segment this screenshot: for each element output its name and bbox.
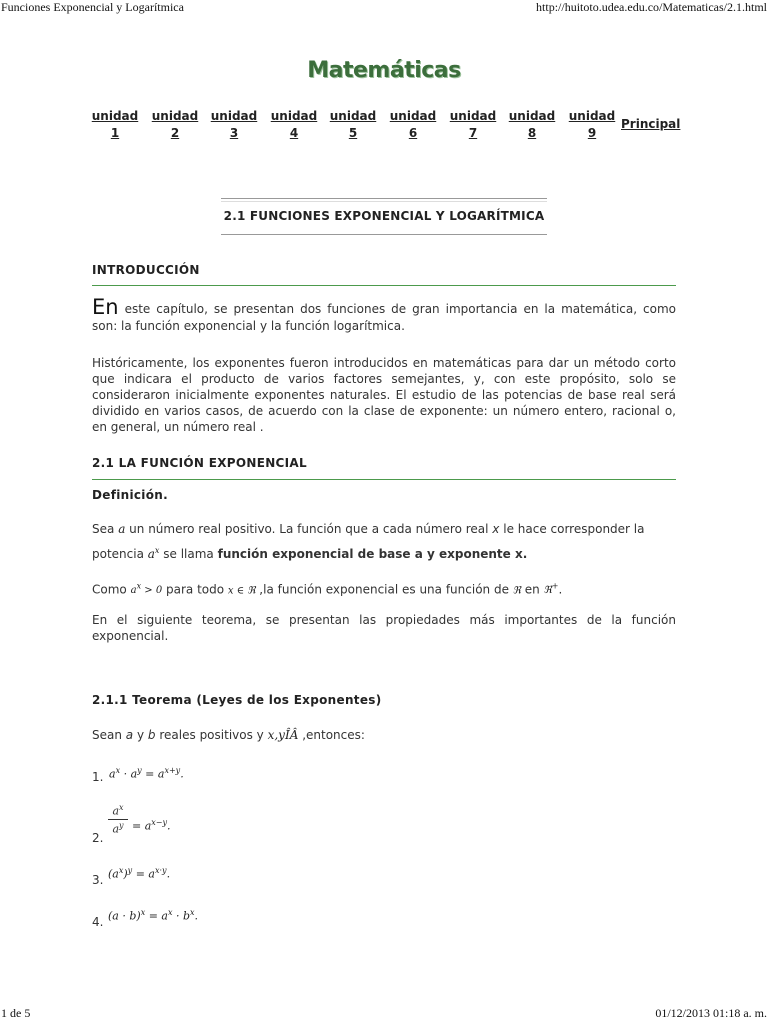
page-title: 2.1 FUNCIONES EXPONENCIAL Y LOGARÍTMICA: [223, 209, 545, 223]
law-3-number: 3.: [92, 873, 104, 887]
intro-p1-text: este capítulo, se presentan dos funciones de gran importancia en la matemática, como son: la función exponencial y la función logarítmica.: [92, 302, 676, 333]
print-datetime: 01/12/2013 01:18 a. m.: [655, 1006, 767, 1020]
title-rule: [221, 201, 547, 202]
symbol-a-pow-x: $a^x$: [147, 546, 160, 561]
theorem-intro-paragraph: En el siguiente teorema, se presentan las propiedades más importantes de la función exponencial.: [92, 613, 676, 643]
intro-heading: INTRODUCCIÓN: [92, 263, 200, 277]
definition-heading: Definición.: [92, 488, 168, 502]
nav-unidad-2[interactable]: unidad 2: [151, 109, 199, 140]
law-4-formula: $(a \cdot b)^x = a^x \cdot b^x$.: [108, 908, 199, 923]
theorem-sean: Sean a y b reales positivos y x,yÎÂ ,entonces:: [92, 728, 365, 742]
intro-paragraph-2: [92, 355, 676, 435]
nav-unidad-6[interactable]: unidad 6: [389, 109, 437, 140]
law-2-number: 2.: [92, 831, 104, 845]
nav-unidad-4[interactable]: unidad 4: [270, 109, 318, 140]
page-title-box: [221, 198, 547, 235]
section-heading: 2.1 LA FUNCIÓN EXPONENCIAL: [92, 456, 307, 470]
print-footer: [0, 1006, 768, 1022]
law-2-formula: = $a^{x-y}$.: [132, 818, 171, 833]
formula-x-in-R: x ∈ ℜ: [227, 585, 256, 597]
intro-lead-word: En: [92, 295, 119, 319]
nav-unidad-1[interactable]: unidad 1: [91, 109, 139, 140]
law-3-formula: $(a^x)^y = a^{x\cdot y}$.: [108, 866, 171, 881]
symbol-R: ℜ: [512, 585, 521, 597]
theorem-heading: 2.1.1 Teorema (Leyes de los Exponentes): [92, 693, 382, 707]
print-title: Funciones Exponencial y Logarítmica: [1, 0, 184, 14]
section-rule: [92, 479, 676, 480]
print-header: [0, 0, 768, 16]
intro-p2-text: Históricamente, los exponentes fueron introducidos en matemáticas para dar un método corto que indicara el producto de varios factores semejantes, y, con este propósito, solo se consideraron inicialmente exponentes naturales. El estudio de las potencias de base real será dividido en varios casos, de acuerdo con la clase de exponente: un número entero, racional o, en general, un número real .: [92, 356, 676, 434]
symbol-R-plus: ℜ+: [543, 582, 559, 597]
como-paragraph: Como $a^x > 0$ para todo x ∈ ℜ ,la función exponencial es una función de ℜ en ℜ+.: [92, 582, 563, 597]
definition-bold: función exponencial de base a y exponente x.: [217, 547, 528, 561]
law-2-fraction: $a^x$ $a^y$: [108, 803, 128, 835]
site-logo[interactable]: Matemáticas: [307, 58, 461, 83]
intro-paragraph-1: [92, 297, 676, 334]
definition-paragraph: Sea a un número real positivo. La función que a cada número real x le hace corresponder la potencia $a^x$ se llama función exponencial de base a y exponente x.: [92, 522, 645, 561]
nav-unidad-9[interactable]: unidad 9: [568, 109, 616, 140]
nav-unidad-5[interactable]: unidad 5: [329, 109, 377, 140]
law-1-number: 1.: [92, 770, 104, 784]
page-count: 1 de 5: [1, 1006, 31, 1020]
nav-unidad-8[interactable]: unidad 8: [508, 109, 556, 140]
formula-vars: x,yÎÂ: [267, 728, 299, 742]
law-4-number: 4.: [92, 915, 104, 929]
symbol-a: a: [118, 522, 126, 536]
formula-ax-gt-0: $a^x > 0$: [130, 582, 163, 597]
nav-principal[interactable]: Principal: [621, 117, 681, 131]
nav-unidad-3[interactable]: unidad 3: [210, 109, 258, 140]
nav-unidad-7[interactable]: unidad 7: [449, 109, 497, 140]
law-1-formula: $a^x \cdot a^y = a^{x+y}$.: [109, 766, 184, 781]
intro-rule: [92, 285, 676, 286]
print-url: http://huitoto.udea.edu.co/Matematicas/2.1.html: [536, 0, 767, 14]
